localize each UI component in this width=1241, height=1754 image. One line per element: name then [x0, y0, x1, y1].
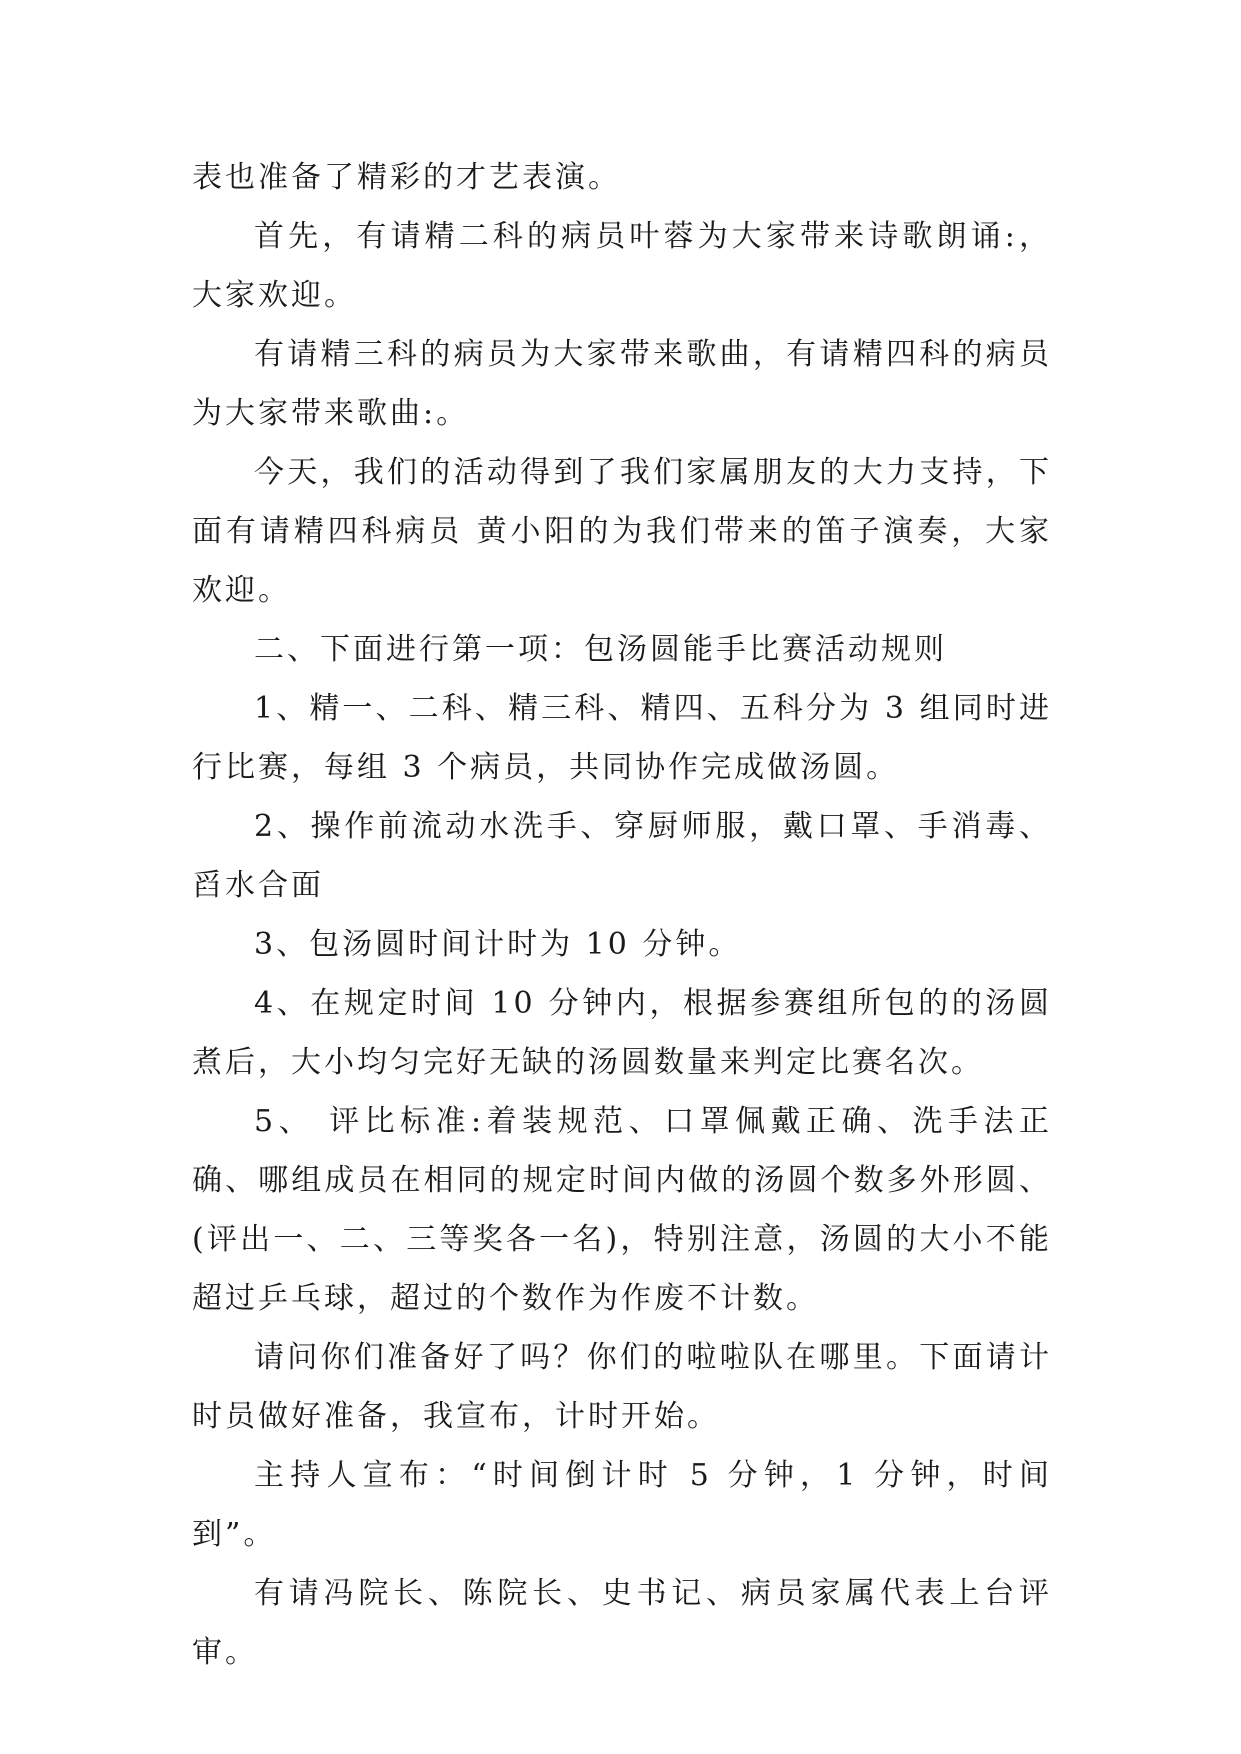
paragraph-announce: 主持人宣布：“时间倒计时 5 分钟，1 分钟，时间到”。 [192, 1458, 1052, 1552]
document-body [192, 148, 1052, 1682]
paragraph-3: 有请精三科的病员为大家带来歌曲，有请精四科的病员为大家带来歌曲:。 [192, 337, 1052, 431]
rule-5: 5、 评比标准:着装规范、口罩佩戴正确、洗手法正确、哪组成员在相同的规定时间内做的汤圆个数多外形圆、(评出一、二、三等奖各一名)，特别注意，汤圆的大小不能超过乒乓球，超过的个数作为作废不计数。 [192, 1104, 1052, 1316]
rule-1: 1、精一、二科、精三科、精四、五科分为 3 组同时进行比赛，每组 3 个病员，共同协作完成做汤圆。 [192, 691, 1052, 785]
rule-2: 2、操作前流动水洗手、穿厨师服，戴口罩、手消毒、舀水合面 [192, 809, 1052, 903]
rule-4: 4、在规定时间 10 分钟内，根据参赛组所包的的汤圆煮后，大小均匀完好无缺的汤圆数量来判定比赛名次。 [192, 986, 1052, 1080]
paragraph-1: 表也准备了精彩的才艺表演。 [192, 160, 621, 195]
section-heading: 二、下面进行第一项：包汤圆能手比赛活动规则 [254, 632, 947, 667]
paragraph-judges: 有请冯院长、陈院长、史书记、病员家属代表上台评审。 [192, 1576, 1052, 1670]
paragraph-4: 今天，我们的活动得到了我们家属朋友的大力支持，下面有请精四科病员 黄小阳的为我们带来的笛子演奏，大家欢迎。 [192, 455, 1052, 608]
paragraph-ready: 请问你们准备好了吗？你们的啦啦队在哪里。下面请计时员做好准备，我宣布，计时开始。 [192, 1340, 1052, 1434]
paragraph-2: 首先，有请精二科的病员叶蓉为大家带来诗歌朗诵:，大家欢迎。 [192, 219, 1052, 313]
rule-3: 3、包汤圆时间计时为 10 分钟。 [254, 927, 742, 962]
